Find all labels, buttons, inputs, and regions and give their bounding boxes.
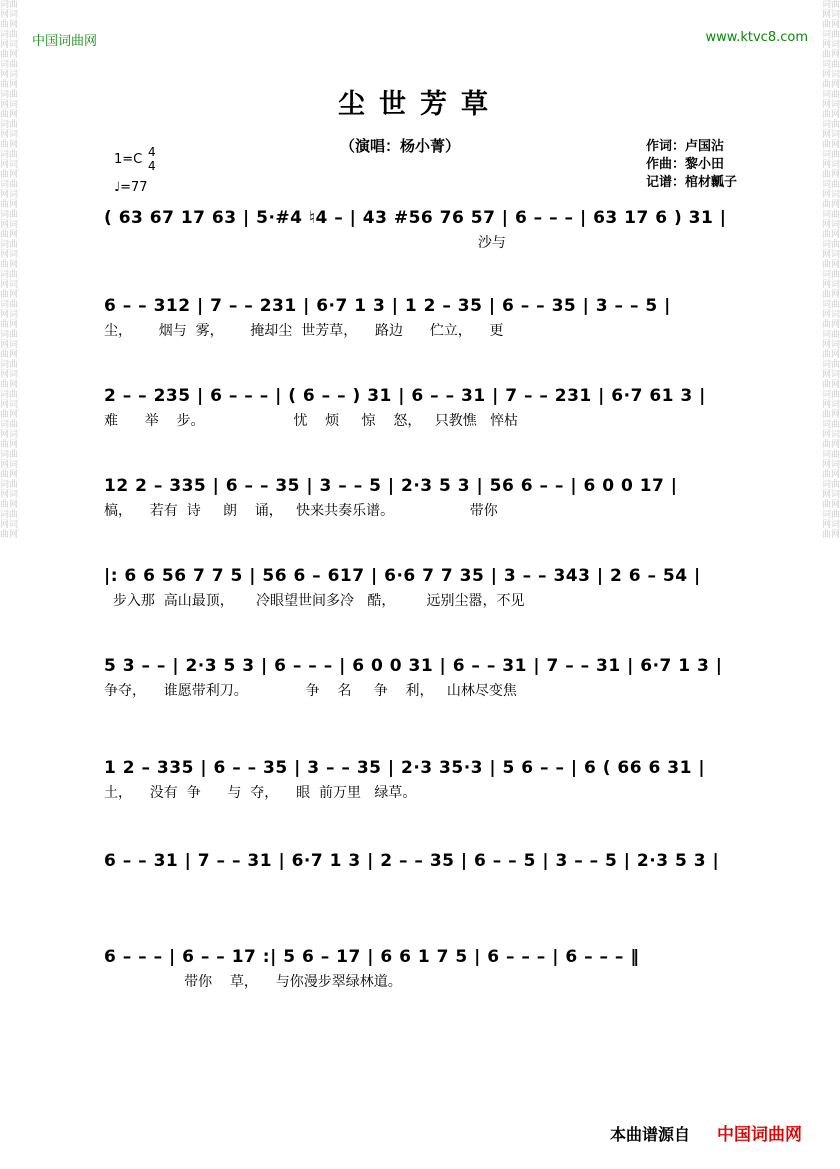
lyrics: 槁， 若有 诗 朗 诵， 快来共奏乐谱。 带你 <box>104 503 498 519</box>
footer-source-label: 本曲谱源自 <box>610 1125 691 1144</box>
notes: 1 2 – 335 | 6 – – 35 | 3 – – 35 | 2·3 35·3 | 5 6 – – | 6 ( 66 6 31 | <box>104 758 706 778</box>
score-row-1 <box>104 203 754 253</box>
notes: 6 – – 312 | 7 – – 231 | 6·7 1 3 | 1 2 – 35 | 6 – – 35 | 3 – – 5 | <box>104 296 671 316</box>
header-site-name[interactable]: 中国词曲网 <box>32 34 98 49</box>
song-title: 尘世芳草 <box>338 89 502 120</box>
key-signature: 1=C <box>114 152 143 167</box>
side-watermark-right: 词曲网词曲网词曲网词曲网词曲网词曲网词曲网词曲网词曲网词曲网词曲网词曲网词曲网词曲网词曲网词曲网词曲网词曲网词曲网词曲网词曲网词曲网词曲网词曲网词曲网词曲网词曲网词曲网词曲网词曲网词曲网词曲网词曲网词曲网词曲网词曲网 <box>822 0 840 540</box>
lyrics: 争夺， 谁愿带利刀。 争 名 争 利， 山林尽变焦 <box>104 683 517 699</box>
score-row-7 <box>104 753 754 803</box>
notes: 2 – – 235 | 6 – – – | ( 6 – – ) 31 | 6 – – 31 | 7 – – 231 | 6·7 61 3 | <box>104 386 706 406</box>
score-row-9 <box>104 942 754 992</box>
side-watermark-left: 词曲网词曲网词曲网词曲网词曲网词曲网词曲网词曲网词曲网词曲网词曲网词曲网词曲网词曲网词曲网词曲网词曲网词曲网词曲网词曲网词曲网词曲网词曲网词曲网词曲网词曲网词曲网词曲网词曲网词曲网词曲网词曲网词曲网词曲网词曲网词曲网 <box>0 0 18 540</box>
tempo-marking: ♩=77 <box>114 180 148 195</box>
header-site-url[interactable]: www.ktvc8.com <box>705 30 808 45</box>
score-row-5 <box>104 561 754 611</box>
lyrics: 难 举 步。 忧 烦 惊 怒， 只教憔 悴枯 <box>104 413 519 429</box>
notes: 6 – – – | 6 – – 17 :| 5 6 – 17 | 6 6 1 7 5 | 6 – – – | 6 – – – ‖ <box>104 947 640 967</box>
score-row-8 <box>104 846 754 896</box>
lyrics: 步入那 高山最顶， 冷眼望世间多冷 酷， 远别尘嚣，不见 <box>104 593 525 609</box>
notes: 12 2 – 335 | 6 – – 35 | 3 – – 5 | 2·3 5 3 | 56 6 – – | 6 0 0 17 | <box>104 476 678 496</box>
meter-top: 4 <box>148 145 156 159</box>
footer-source-site[interactable]: 中国词曲网 <box>717 1125 802 1145</box>
lyrics: 带你 草， 与你漫步翠绿林道。 <box>104 974 402 990</box>
composer: 作曲：黎小田 <box>646 157 725 172</box>
lyrics <box>104 876 754 896</box>
score-row-6 <box>104 651 754 701</box>
score-row-4 <box>104 471 754 521</box>
notes: 6 – – 31 | 7 – – 31 | 6·7 1 3 | 2 – – 35 | 6 – – 5 | 3 – – 5 | 2·3 5 3 | <box>104 851 720 871</box>
notes: |: 6 6 56 7 7 5 | 56 6 – 617 | 6·6 7 7 35 | 3 – – 343 | 2 6 – 54 | <box>104 566 701 586</box>
song-credits <box>646 138 737 192</box>
song-singer: （演唱：杨小菁） <box>340 137 461 155</box>
notes: ( 63 67 17 63 | 5·#4 ♮4 – | 43 #56 76 57 | 6 – – – | 63 17 6 ) 31 | <box>104 208 727 228</box>
lyrics: 土， 没有 争 与 夺， 眼 前万里 绿草。 <box>104 785 417 801</box>
lyrics: 沙与 <box>104 235 506 251</box>
lyrics: 尘， 烟与 雾， 掩却尘 世芳草， 路边 伫立， 更 <box>104 323 504 339</box>
time-signature <box>148 145 156 173</box>
notes: 5 3 – – | 2·3 5 3 | 6 – – – | 6 0 0 31 | 6 – – 31 | 7 – – 31 | 6·7 1 3 | <box>104 656 723 676</box>
lyricist: 作词：卢国沾 <box>646 139 725 154</box>
transcriber: 记谱：棺材瓤子 <box>646 175 738 190</box>
score-row-3 <box>104 381 754 431</box>
meter-bottom: 4 <box>148 159 156 173</box>
score-row-2 <box>104 291 754 341</box>
